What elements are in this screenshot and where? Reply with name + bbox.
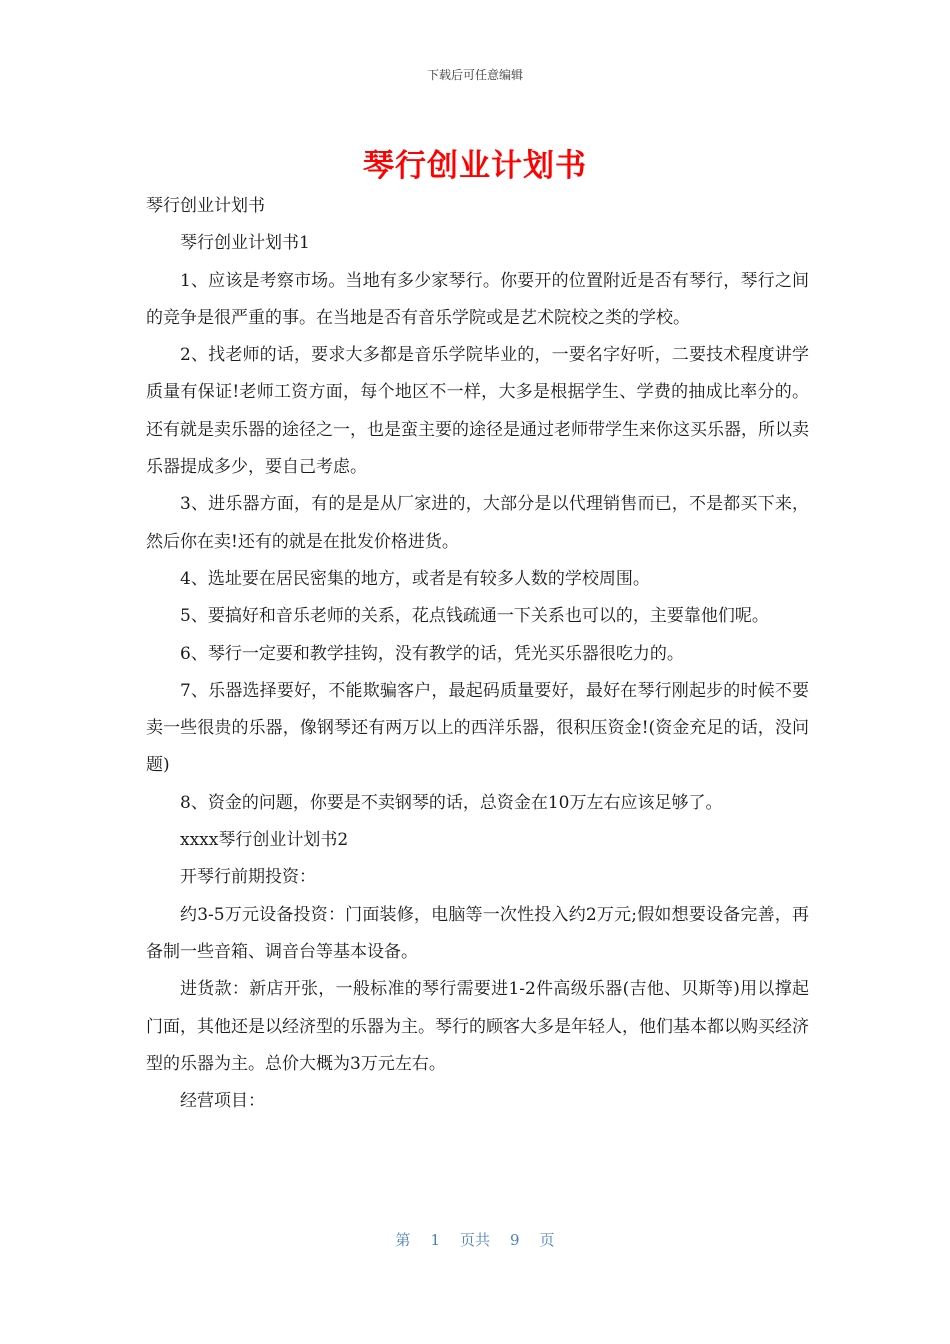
footer-prefix: 第 bbox=[395, 1231, 411, 1249]
paragraph-stock-funds: 进货款：新店开张，一般标准的琴行需要进1-2件高级乐器(吉他、贝斯等)用以撑起门面，其他还是以经济型的乐器为主。琴行的顾客大多是年轻人，他们基本都以购买经济型的乐器为主。总价大概为3万元左右。 bbox=[146, 979, 809, 1074]
header-note: 下载后可任意编辑 bbox=[426, 68, 523, 82]
page-footer bbox=[0, 1229, 950, 1250]
paragraph-business-items: 经营项目： bbox=[180, 1091, 265, 1112]
paragraph-item-8: 8、资金的问题，你要是不卖钢琴的话，总资金在10万左右应该足够了。 bbox=[180, 792, 723, 813]
paragraph-item-1: 1、应该是考察市场。当地有多少家琴行。你要开的位置附近是否有琴行，琴行之间的竞争是很严重的事。在当地是否有音乐学院或是艺术院校之类的学校。 bbox=[146, 270, 809, 328]
paragraph-subtitle: 琴行创业计划书 bbox=[146, 196, 265, 216]
paragraph-section-heading-1: 琴行创业计划书1 bbox=[180, 233, 310, 254]
paragraph-item-7: 7、乐器选择要好，不能欺骗客户，最起码质量要好，最好在琴行刚起步的时候不要卖一些很贵的乐器，像钢琴还有两万以上的西洋乐器，很积压资金!(资金充足的话，没问题) bbox=[146, 680, 809, 776]
paragraph-investment-heading: 开琴行前期投资： bbox=[180, 867, 316, 888]
footer-page-number: 1 bbox=[430, 1231, 440, 1249]
footer-suffix: 页 bbox=[539, 1231, 555, 1249]
paragraph-item-4: 4、选址要在居民密集的地方，或者是有较多人数的学校周围。 bbox=[180, 568, 650, 589]
document-body bbox=[146, 188, 809, 1120]
footer-middle: 页共 bbox=[459, 1231, 490, 1249]
document-title: 琴行创业计划书 bbox=[363, 148, 587, 184]
paragraph-section-heading-2: xxxx琴行创业计划书2 bbox=[180, 830, 349, 851]
paragraph-item-5: 5、要搞好和音乐老师的关系，花点钱疏通一下关系也可以的，主要靠他们呢。 bbox=[180, 606, 769, 627]
paragraph-item-6: 6、琴行一定要和教学挂钩，没有教学的话，凭光买乐器很吃力的。 bbox=[180, 643, 684, 664]
paragraph-equipment-investment: 约3-5万元设备投资：门面装修，电脑等一次性投入约2万元;假如想要设备完善，再备制一些音箱、调音台等基本设备。 bbox=[146, 904, 809, 962]
footer-total-pages: 9 bbox=[510, 1231, 520, 1249]
paragraph-item-3: 3、进乐器方面，有的是是从厂家进的，大部分是以代理销售而已，不是都买下来，然后你在卖!还有的就是在批发价格进货。 bbox=[146, 494, 809, 552]
paragraph-item-2: 2、找老师的话，要求大多都是音乐学院毕业的，一要名字好听，二要技术程度讲学质量有保证!老师工资方面，每个地区不一样，大多是根据学生、学费的抽成比率分的。还有就是卖乐器的途径之一，也是蛮主要的途径是通过老师带学生来你这买乐器，所以卖乐器提成多少，要自己考虑。 bbox=[146, 345, 809, 478]
